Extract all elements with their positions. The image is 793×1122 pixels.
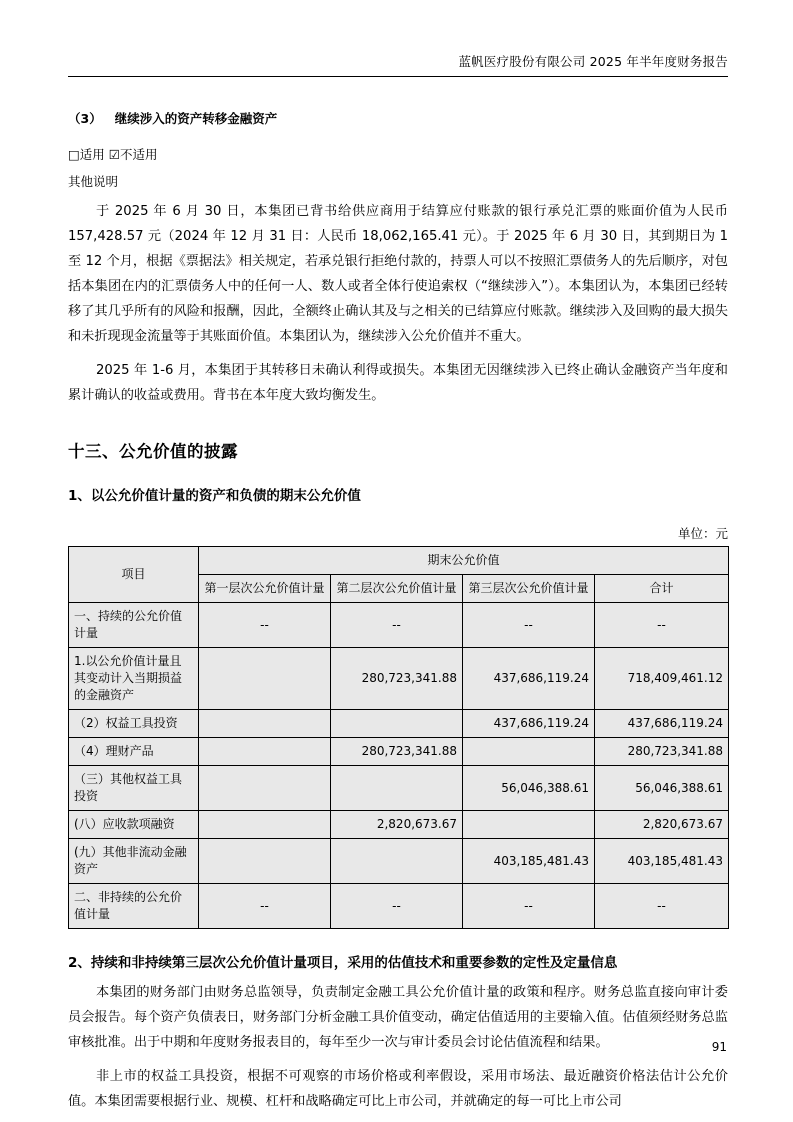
- table-header-level2: 第二层次公允价值计量: [331, 575, 463, 603]
- row-value: [199, 710, 331, 738]
- page-number: 91: [711, 1040, 727, 1054]
- row-value: 56,046,388.61: [595, 766, 729, 811]
- table-row: [69, 710, 729, 738]
- row-label: （三）其他权益工具投资: [69, 766, 199, 811]
- table-header-group: 期末公允价值: [199, 547, 729, 575]
- table-header-row-1: [69, 547, 729, 575]
- row-label: （4）理财产品: [69, 738, 199, 766]
- row-label: (八）应收款项融资: [69, 811, 199, 839]
- page-header: [68, 0, 728, 77]
- header-title: 蓝帆医疗股份有限公司 2025 年半年度财务报告: [458, 54, 728, 69]
- row-value: --: [331, 603, 463, 648]
- paragraph-unlisted-equity: 非上市的权益工具投资，根据不可观察的市场价格或利率假设，采用市场法、最近融资价格法估计公允价值。本集团需要根据行业、规模、杠杆和战略确定可比上市公司，并就确定的每一可比上市公司: [68, 1069, 728, 1109]
- section-13-heading: 十三、公允价值的披露: [68, 442, 238, 461]
- subsection-2-heading: 2、持续和非持续第三层次公允价值计量项目，采用的估值技术和重要参数的定性及定量信息: [68, 955, 618, 971]
- fair-value-table: [68, 546, 729, 929]
- table-row: [69, 839, 729, 884]
- row-value: --: [199, 603, 331, 648]
- row-value: --: [463, 884, 595, 929]
- row-value: [331, 839, 463, 884]
- row-value: --: [199, 884, 331, 929]
- row-value: 280,723,341.88: [595, 738, 729, 766]
- row-value: [199, 648, 331, 710]
- row-label: 二、非持续的公允价值计量: [69, 884, 199, 929]
- table-row: [69, 603, 729, 648]
- subsection-1-heading: 1、以公允价值计量的资产和负债的期末公允价值: [68, 488, 361, 504]
- row-value: 280,723,341.88: [331, 648, 463, 710]
- applicability-line: □适用 ☑不适用: [68, 147, 158, 162]
- header-divider: [68, 76, 728, 77]
- table-row: [69, 738, 729, 766]
- table-header-total: 合计: [595, 575, 729, 603]
- row-label: （2）权益工具投资: [69, 710, 199, 738]
- row-value: [331, 710, 463, 738]
- row-value: --: [331, 884, 463, 929]
- table-header-level3: 第三层次公允价值计量: [463, 575, 595, 603]
- row-value: 280,723,341.88: [331, 738, 463, 766]
- row-value: --: [595, 884, 729, 929]
- table-row: [69, 811, 729, 839]
- row-value: 403,185,481.43: [595, 839, 729, 884]
- paragraph-endorsement: 于 2025 年 6 月 30 日，本集团已背书给供应商用于结算应付账款的银行承兑汇票的账面价值为人民币 157,428.57 元（2024 年 12 月 31 日：人民币 18,062,165.41 元）。于 2025 年 6 月 30 日，其到期日为 1 至 12 个月，根据《票据法》相关规定，若承兑银行拒绝付款的，持票人可以不按照汇票债务人的先后顺序，对包括本集团在内的汇票债务人中的任何一人、数人或者全体行使追索权（“继续涉入”）。本集团认为，本集团已经转移了其几乎所有的风险和报酬，因此，全额终止确认其及与之相关的已结算应付账款。继续涉入及回购的最大损失和未折现现金流量等于其账面价值。本集团认为，继续涉入公允价值并不重大。: [68, 204, 728, 344]
- row-value: 2,820,673.67: [595, 811, 729, 839]
- row-value: [463, 738, 595, 766]
- row-value: 437,686,119.24: [463, 648, 595, 710]
- subsection-3-heading: [68, 109, 728, 127]
- row-label: 一、持续的公允价值计量: [69, 603, 199, 648]
- row-label: (九）其他非流动金融资产: [69, 839, 199, 884]
- row-value: --: [463, 603, 595, 648]
- table-row: [69, 648, 729, 710]
- subsection-3-title: 继续涉入的资产转移金融资产: [114, 111, 278, 126]
- subsection-3-number: （3）: [68, 111, 102, 126]
- row-value: 437,686,119.24: [463, 710, 595, 738]
- row-value: 2,820,673.67: [331, 811, 463, 839]
- row-value: 437,686,119.24: [595, 710, 729, 738]
- row-value: [331, 766, 463, 811]
- row-value: [463, 811, 595, 839]
- row-value: 403,185,481.43: [463, 839, 595, 884]
- row-value: 56,046,388.61: [463, 766, 595, 811]
- row-value: --: [595, 603, 729, 648]
- paragraph-transfer-gain-loss: 2025 年 1-6 月，本集团于其转移日未确认利得或损失。本集团无因继续涉入已终止确认金融资产当年度和累计确认的收益或费用。背书在本年度大致均衡发生。: [68, 363, 728, 403]
- table-unit-label: 单位：元: [677, 526, 728, 541]
- row-value: 718,409,461.12: [595, 648, 729, 710]
- table-header-item: 项目: [69, 547, 199, 603]
- row-label: 1.以公允价值计量且其变动计入当期损益的金融资产: [69, 648, 199, 710]
- row-value: [199, 839, 331, 884]
- paragraph-valuation-governance: 本集团的财务部门由财务总监领导，负责制定金融工具公允价值计量的政策和程序。财务总监直接向审计委员会报告。每个资产负债表日，财务部门分析金融工具价值变动，确定估值适用的主要输入值。估值须经财务总监审核批准。出于中期和年度财务报表目的，每年至少一次与审计委员会讨论估值流程和结果。: [68, 985, 728, 1050]
- table-row: [69, 884, 729, 929]
- table-header-level1: 第一层次公允价值计量: [199, 575, 331, 603]
- page-content: [68, 0, 728, 1114]
- other-description-label: 其他说明: [68, 174, 119, 189]
- row-value: [199, 811, 331, 839]
- row-value: [199, 738, 331, 766]
- row-value: [199, 766, 331, 811]
- table-row: [69, 766, 729, 811]
